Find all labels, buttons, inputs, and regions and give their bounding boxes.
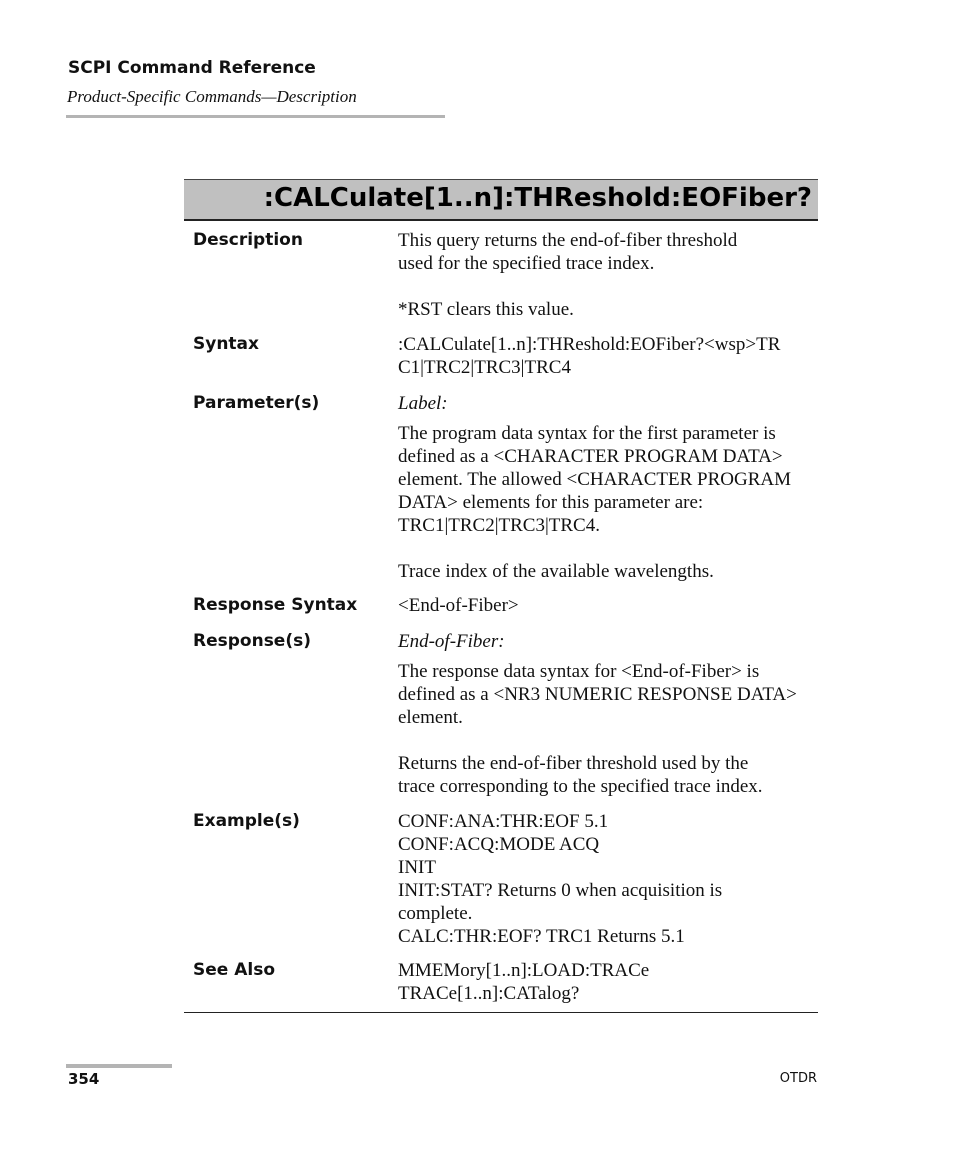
parameters-label: Parameter(s) [193, 393, 320, 413]
command-title: :CALCulate[1..n]:THReshold:EOFiber? [263, 183, 812, 213]
see-also-label: See Also [193, 960, 276, 980]
examples-text [398, 810, 816, 948]
text-line: Trace index of the available wavelengths. [398, 561, 714, 582]
product-name: OTDR [779, 1071, 817, 1086]
description-text [398, 229, 816, 321]
text-line [398, 729, 816, 752]
description-label: Description [193, 230, 303, 250]
syntax-text [398, 333, 816, 379]
parameters-text [398, 422, 816, 583]
table-bottom-rule [184, 1012, 818, 1013]
text-line: defined as a <CHARACTER PROGRAM DATA> [398, 446, 783, 467]
text-line: used for the specified trace index. [398, 253, 655, 274]
text-line: MMEMory[1..n]:LOAD:TRACe [398, 960, 650, 981]
response-name: End-of-Fiber: [398, 631, 505, 652]
text-line: CONF:ACQ:MODE ACQ [398, 834, 600, 855]
command-title-bar [184, 179, 818, 221]
response-syntax-text [398, 594, 816, 617]
text-line: <End-of-Fiber> [398, 595, 519, 616]
footer-rule [66, 1064, 172, 1068]
text-line: The program data syntax for the first parameter is [398, 423, 776, 444]
text-line: Returns the end-of-fiber threshold used by the [398, 753, 749, 774]
text-line: element. [398, 707, 463, 728]
text-line: INIT [398, 857, 436, 878]
response-syntax-label: Response Syntax [193, 595, 358, 615]
text-line: trace corresponding to the specified trace index. [398, 776, 763, 797]
page-number: 354 [68, 1070, 100, 1088]
text-line: INIT:STAT? Returns 0 when acquisition is [398, 880, 723, 901]
syntax-label: Syntax [193, 334, 259, 354]
text-line: This query returns the end-of-fiber threshold [398, 230, 738, 251]
examples-label: Example(s) [193, 811, 300, 831]
text-line: *RST clears this value. [398, 299, 574, 320]
text-line: DATA> elements for this parameter are: [398, 492, 704, 513]
text-line [398, 275, 816, 298]
section-title: SCPI Command Reference [68, 58, 316, 78]
responses-label: Response(s) [193, 631, 311, 651]
text-line: element. The allowed <CHARACTER PROGRAM [398, 469, 791, 490]
section-subtitle: Product-Specific Commands—Description [67, 87, 357, 106]
text-line: defined as a <NR3 NUMERIC RESPONSE DATA> [398, 684, 797, 705]
text-line: TRC1|TRC2|TRC3|TRC4. [398, 515, 600, 536]
text-line: The response data syntax for <End-of-Fiber> is [398, 661, 760, 682]
text-line: C1|TRC2|TRC3|TRC4 [398, 357, 571, 378]
text-line [398, 537, 816, 560]
parameter-name: Label: [398, 393, 448, 414]
text-line: TRACe[1..n]:CATalog? [398, 983, 580, 1004]
see-also-text [398, 959, 816, 1005]
header-rule [66, 115, 445, 118]
text-line: :CALCulate[1..n]:THReshold:EOFiber?<wsp>TR [398, 334, 781, 355]
text-line: complete. [398, 903, 473, 924]
responses-text [398, 660, 816, 798]
text-line: CONF:ANA:THR:EOF 5.1 [398, 811, 609, 832]
text-line: CALC:THR:EOF? TRC1 Returns 5.1 [398, 926, 685, 947]
